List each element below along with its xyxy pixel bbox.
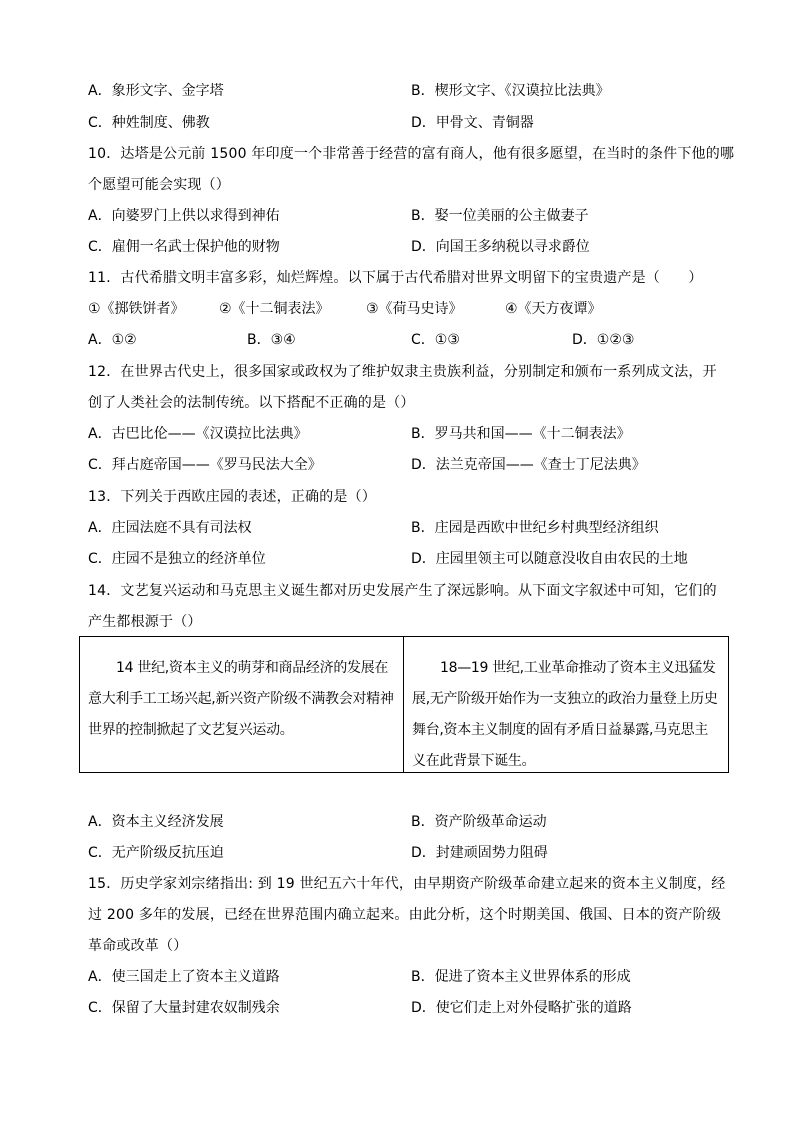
q9-option-d: D．甲骨文、青铜器 <box>411 115 534 131</box>
q9-option-b: B．楔形文字、《汉谟拉比法典》 <box>411 83 610 99</box>
q13-stem: 13．下列关于西欧庄园的表述，正确的是（） <box>88 489 377 505</box>
q14-table-right-cell: 18—19 世纪,工业革命推动了资本主义迅猛发展,无产阶级开始作为一支独立的政治力量登上历史舞台,资本主义制度的固有矛盾日益暴露,马克思主义在此背景下诞生。 <box>412 660 718 769</box>
q10-option-c: C．雇佣一名武士保护他的财物 <box>88 239 280 255</box>
q14-option-d: D．封建顽固势力阻碍 <box>411 845 548 861</box>
q9-option-c: C．种姓制度、佛教 <box>88 115 210 131</box>
q10-stem-line1: 10．达塔是公元前 1500 年印度一个非常善于经营的富有商人，他有很多愿望，在当时的条件下他的哪 <box>88 146 735 162</box>
q14-material-table <box>79 636 729 773</box>
q15-option-d: D．使它们走上对外侵略扩张的道路 <box>411 1000 632 1016</box>
q15-stem-line2: 过 200 多年的发展，已经在世界范围内确立起来。由此分析，这个时期美国、俄国、日本的资产阶级 <box>88 907 722 923</box>
q12-option-c: C．拜占庭帝国——《罗马民法大全》 <box>88 457 322 473</box>
q11-option-a: A．①② <box>88 332 137 348</box>
q14-table-left-cell: 14 世纪,资本主义的萌芽和商品经济的发展在意大利手工工场兴起,新兴资产阶级不满教会对精神世界的控制掀起了文艺复兴运动。 <box>80 637 404 772</box>
q14-stem-line2: 产生都根源于（） <box>88 614 202 630</box>
q15-stem-line1: 15．历史学家刘宗绪指出: 到 19 世纪五六十年代，由早期资产阶级革命建立起来的资本主义制度，经 <box>88 876 726 892</box>
q14-option-c: C．无产阶级反抗压迫 <box>88 845 224 861</box>
q10-option-d: D．向国王多纳税以寻求爵位 <box>411 239 590 255</box>
q12-stem-line2: 创了人类社会的法制传统。以下搭配不正确的是（） <box>88 395 415 411</box>
q13-option-d: D．庄园里领主可以随意没收自由农民的土地 <box>411 551 688 567</box>
q13-option-b: B．庄园是西欧中世纪乡村典型经济组织 <box>411 520 659 536</box>
q12-stem-line1: 12．在世界古代史上，很多国家或政权为了维护奴隶主贵族利益，分别制定和颁布一系列成文法，开 <box>88 364 717 380</box>
q11-item-4: ④《天方夜谭》 <box>505 301 602 317</box>
q9-option-a: A．象形文字、金字塔 <box>88 83 224 99</box>
q11-stem: 11．古代希腊文明丰富多彩，灿烂辉煌。以下属于古代希腊对世界文明留下的宝贵遗产是（ ） <box>88 270 703 286</box>
q14-stem-line1: 14．文艺复兴运动和马克思主义诞生都对历史发展产生了深远影响。从下面文字叙述中可知，它们的 <box>88 583 717 599</box>
q13-option-c: C．庄园不是独立的经济单位 <box>88 551 266 567</box>
q14-option-b: B．资产阶级革命运动 <box>411 814 547 830</box>
q10-stem-line2: 个愿望可能会实现（） <box>88 177 230 193</box>
q11-item-3: ③《荷马史诗》 <box>366 301 463 317</box>
q11-item-2: ②《十二铜表法》 <box>219 301 330 317</box>
q11-item-1: ①《掷铁饼者》 <box>88 301 185 317</box>
q11-option-b: B．③④ <box>247 332 296 348</box>
q12-option-a: A．古巴比伦——《汉谟拉比法典》 <box>88 426 308 442</box>
q13-option-a: A．庄园法庭不具有司法权 <box>88 520 252 536</box>
q10-option-b: B．娶一位美丽的公主做妻子 <box>411 208 589 224</box>
q12-option-d: D．法兰克帝国——《查士丁尼法典》 <box>411 457 646 473</box>
q15-option-c: C．保留了大量封建农奴制残余 <box>88 1000 280 1016</box>
q10-option-a: A．向婆罗门上供以求得到神佑 <box>88 208 280 224</box>
q14-option-a: A．资本主义经济发展 <box>88 814 224 830</box>
q15-option-b: B．促进了资本主义世界体系的形成 <box>411 969 631 985</box>
q12-option-b: B．罗马共和国——《十二铜表法》 <box>411 426 631 442</box>
q15-option-a: A．使三国走上了资本主义道路 <box>88 969 280 985</box>
q11-option-c: C．①③ <box>411 332 460 348</box>
q15-stem-line3: 革命或改革（） <box>88 938 188 954</box>
q11-option-d: D．①②③ <box>572 332 635 348</box>
